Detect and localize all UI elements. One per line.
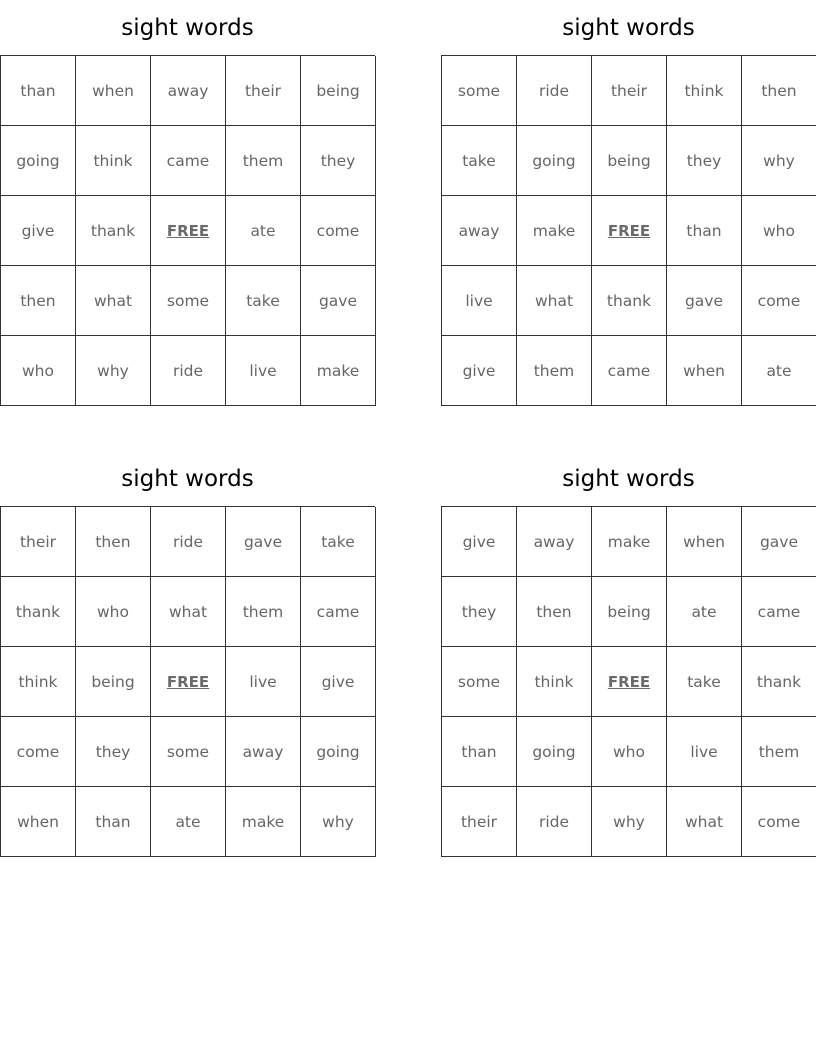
free-space-cell: FREE <box>151 647 226 717</box>
word-cell: live <box>442 266 517 336</box>
word-cell: think <box>1 647 76 717</box>
word-cell: make <box>592 507 667 577</box>
word-cell: them <box>226 577 301 647</box>
word-cell: give <box>301 647 376 717</box>
bingo-grid <box>0 55 375 406</box>
word-cell: why <box>76 336 151 406</box>
word-cell: who <box>76 577 151 647</box>
word-cell: who <box>592 717 667 787</box>
word-cell: than <box>76 787 151 857</box>
word-cell: come <box>1 717 76 787</box>
word-cell: their <box>592 56 667 126</box>
word-cell: being <box>301 56 376 126</box>
word-cell: take <box>226 266 301 336</box>
word-cell: their <box>442 787 517 857</box>
word-cell: going <box>301 717 376 787</box>
word-cell: think <box>517 647 592 717</box>
word-cell: thank <box>742 647 816 717</box>
word-cell: come <box>742 266 816 336</box>
word-cell: away <box>442 196 517 266</box>
word-cell: live <box>226 647 301 717</box>
free-space-cell: FREE <box>151 196 226 266</box>
word-cell: being <box>592 577 667 647</box>
word-cell: then <box>1 266 76 336</box>
word-cell: ride <box>517 56 592 126</box>
word-cell: what <box>151 577 226 647</box>
word-cell: ride <box>151 336 226 406</box>
word-cell: ride <box>151 507 226 577</box>
word-cell: when <box>1 787 76 857</box>
bingo-card-3 <box>0 451 375 857</box>
word-cell: them <box>226 126 301 196</box>
bingo-grid <box>441 506 816 857</box>
word-cell: ride <box>517 787 592 857</box>
word-cell: ate <box>742 336 816 406</box>
word-cell: gave <box>301 266 376 336</box>
word-cell: they <box>76 717 151 787</box>
word-cell: give <box>442 336 517 406</box>
word-cell: came <box>592 336 667 406</box>
card-title: sight words <box>121 15 254 41</box>
word-cell: when <box>76 56 151 126</box>
word-cell: take <box>667 647 742 717</box>
word-cell: thank <box>1 577 76 647</box>
word-cell: away <box>226 717 301 787</box>
word-cell: they <box>442 577 517 647</box>
word-cell: their <box>1 507 76 577</box>
word-cell: come <box>301 196 376 266</box>
word-cell: why <box>592 787 667 857</box>
word-cell: some <box>442 56 517 126</box>
word-cell: then <box>76 507 151 577</box>
word-cell: think <box>76 126 151 196</box>
word-cell: some <box>151 717 226 787</box>
word-cell: take <box>301 507 376 577</box>
word-cell: take <box>442 126 517 196</box>
word-cell: them <box>517 336 592 406</box>
word-cell: going <box>1 126 76 196</box>
word-cell: why <box>301 787 376 857</box>
word-cell: why <box>742 126 816 196</box>
word-cell: when <box>667 507 742 577</box>
word-cell: than <box>442 717 517 787</box>
word-cell: gave <box>667 266 742 336</box>
word-cell: some <box>151 266 226 336</box>
word-cell: their <box>226 56 301 126</box>
word-cell: thank <box>76 196 151 266</box>
word-cell: came <box>742 577 816 647</box>
word-cell: they <box>667 126 742 196</box>
bingo-card-4 <box>441 451 816 857</box>
word-cell: ate <box>151 787 226 857</box>
word-cell: going <box>517 717 592 787</box>
word-cell: away <box>517 507 592 577</box>
word-cell: gave <box>226 507 301 577</box>
word-cell: live <box>226 336 301 406</box>
card-title: sight words <box>562 15 695 41</box>
free-space-cell: FREE <box>592 196 667 266</box>
card-title: sight words <box>562 466 695 492</box>
word-cell: what <box>76 266 151 336</box>
word-cell: came <box>151 126 226 196</box>
word-cell: live <box>667 717 742 787</box>
word-cell: being <box>592 126 667 196</box>
bingo-grid <box>0 506 375 857</box>
word-cell: going <box>517 126 592 196</box>
word-cell: come <box>742 787 816 857</box>
free-space-cell: FREE <box>592 647 667 717</box>
word-cell: gave <box>742 507 816 577</box>
word-cell: they <box>301 126 376 196</box>
word-cell: who <box>1 336 76 406</box>
word-cell: what <box>667 787 742 857</box>
word-cell: ate <box>667 577 742 647</box>
word-cell: some <box>442 647 517 717</box>
word-cell: what <box>517 266 592 336</box>
word-cell: give <box>1 196 76 266</box>
word-cell: ate <box>226 196 301 266</box>
word-cell: came <box>301 577 376 647</box>
word-cell: give <box>442 507 517 577</box>
word-cell: who <box>742 196 816 266</box>
word-cell: make <box>226 787 301 857</box>
bingo-card-1 <box>0 0 375 406</box>
word-cell: than <box>1 56 76 126</box>
word-cell: them <box>742 717 816 787</box>
word-cell: make <box>517 196 592 266</box>
word-cell: when <box>667 336 742 406</box>
word-cell: then <box>742 56 816 126</box>
card-title: sight words <box>121 466 254 492</box>
bingo-grid <box>441 55 816 406</box>
word-cell: then <box>517 577 592 647</box>
word-cell: than <box>667 196 742 266</box>
bingo-card-2 <box>441 0 816 406</box>
word-cell: make <box>301 336 376 406</box>
word-cell: thank <box>592 266 667 336</box>
word-cell: think <box>667 56 742 126</box>
word-cell: being <box>76 647 151 717</box>
word-cell: away <box>151 56 226 126</box>
